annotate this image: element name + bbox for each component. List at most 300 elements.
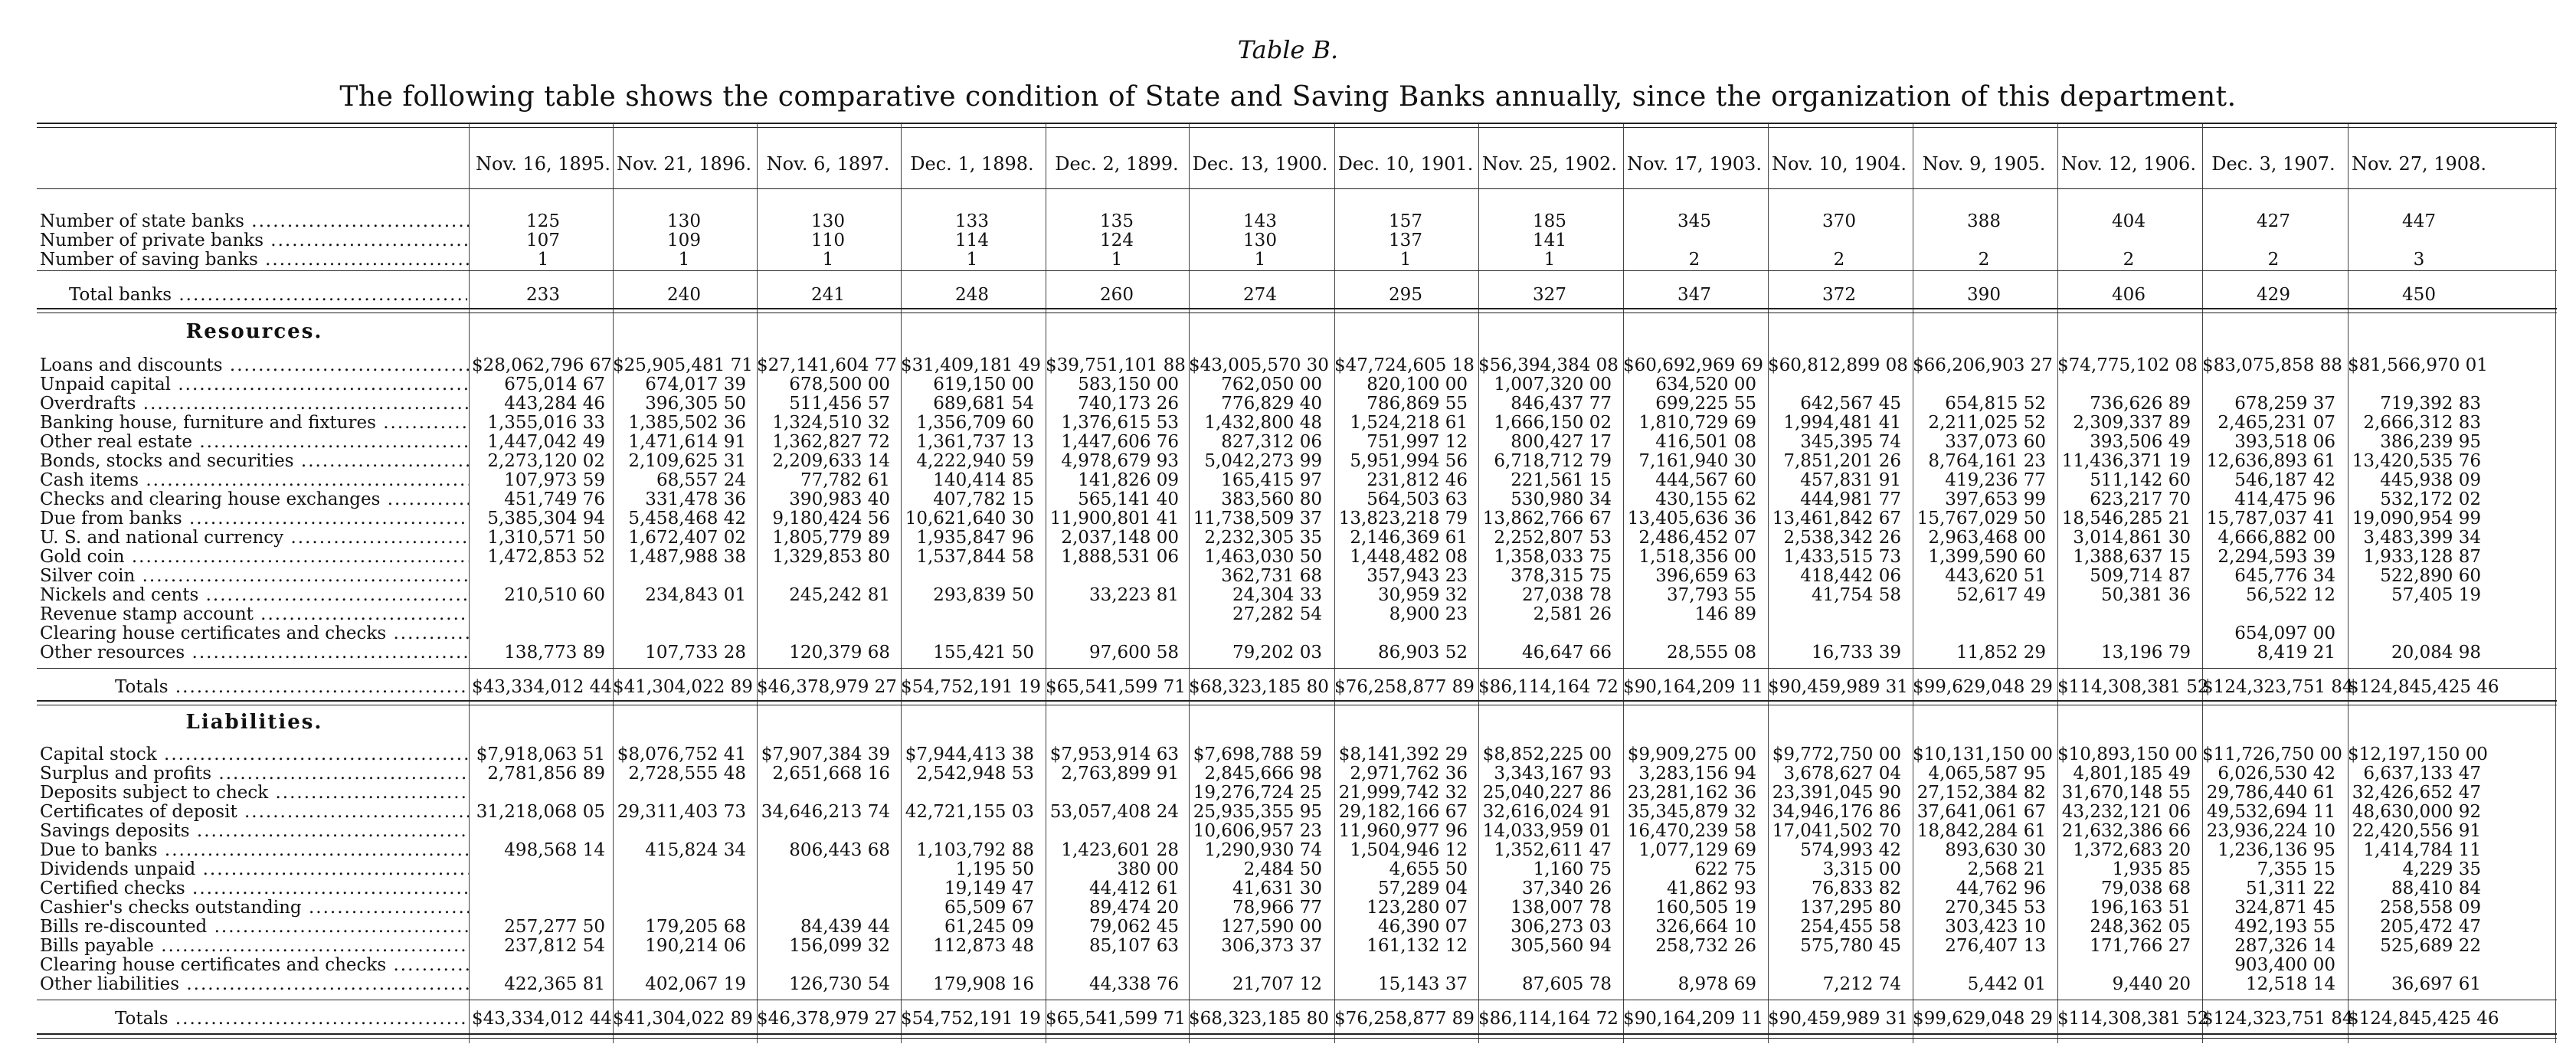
total-banks-value: 372	[1822, 285, 1856, 305]
liability-value: 2,484 50	[1243, 859, 1322, 879]
count-value: 370	[1822, 211, 1856, 231]
table-rule	[37, 270, 2557, 271]
liability-value: 137,295 80	[1800, 898, 1901, 918]
resource-value: 751,997 12	[1367, 432, 1468, 452]
column-header-date: Nov. 17, 1903.	[1627, 153, 1762, 175]
liability-value: 138,007 78	[1511, 898, 1612, 918]
resource-value: 2,037,148 00	[1061, 528, 1179, 548]
liability-value: 25,040,227 86	[1482, 783, 1612, 803]
resource-value: 155,421 50	[933, 643, 1034, 663]
count-value: 157	[1389, 211, 1422, 231]
liability-value: 23,281,162 36	[1627, 783, 1756, 803]
resource-value: 1,935,847 96	[916, 528, 1034, 548]
total-banks-value: 347	[1678, 285, 1711, 305]
resource-value: 1,518,356 00	[1638, 547, 1756, 567]
liability-value: $8,076,752 41	[617, 744, 746, 764]
count-value: 130	[811, 211, 845, 231]
resource-value: 16,733 39	[1811, 643, 1901, 663]
resource-value: 451,749 76	[504, 489, 605, 509]
liability-value: 7,212 74	[1822, 974, 1901, 994]
resource-value: 11,852 29	[1956, 643, 2046, 663]
liability-value: $8,852,225 00	[1482, 744, 1612, 764]
liability-value: 3,343,167 93	[1494, 764, 1612, 784]
resource-row-label: Silver coin .....	[40, 566, 469, 586]
resource-value: 443,620 51	[1945, 566, 2046, 586]
resource-value: 11,436,371 19	[2061, 451, 2191, 471]
resource-value: 1,358,033 75	[1494, 547, 1612, 567]
resource-row-label: Due from banks .....	[40, 509, 469, 528]
liability-row-label: Other liabilities .....	[40, 974, 469, 994]
liability-value: 78,966 77	[1232, 898, 1322, 918]
resource-row-label: Nickels and cents .....	[40, 585, 469, 605]
resource-value: 645,776 34	[2234, 566, 2335, 586]
liability-value: 21,632,386 66	[2061, 821, 2191, 841]
resource-row-label: Other real estate .....	[40, 432, 469, 452]
column-header-date: Dec. 2, 1899.	[1055, 153, 1179, 175]
liability-value: 258,558 09	[2380, 898, 2481, 918]
total-banks-value: 450	[2402, 285, 2436, 305]
liability-value: 53,057,408 24	[1049, 802, 1179, 822]
resource-value: 393,506 49	[2090, 432, 2191, 452]
liability-value: 41,862 93	[1666, 879, 1756, 898]
liability-value: 276,407 13	[1945, 936, 2046, 956]
count-value: 447	[2402, 211, 2436, 231]
liability-value: 29,311,403 73	[617, 802, 746, 822]
count-value: 185	[1533, 211, 1566, 231]
liability-value: 44,338 76	[1088, 974, 1179, 994]
resource-value: 393,518 06	[2234, 432, 2335, 452]
column-header-date: Nov. 25, 1902.	[1482, 153, 1617, 175]
liability-value: 21,707 12	[1232, 974, 1322, 994]
liability-value: 61,245 09	[944, 917, 1034, 937]
resource-value: $31,409,181 49	[901, 355, 1041, 375]
resource-value: 13,405,636 36	[1627, 509, 1756, 528]
liability-value: 258,732 26	[1655, 936, 1756, 956]
count-value: 124	[1100, 231, 1134, 250]
resource-value: 619,150 00	[933, 375, 1034, 394]
liability-value: 1,236,136 95	[2218, 840, 2335, 860]
resource-value: 345,395 74	[1800, 432, 1901, 452]
resource-row-label: Loans and discounts .....	[40, 355, 469, 375]
liability-value: 1,195 50	[955, 859, 1034, 879]
resource-value: 7,851,201 26	[1783, 451, 1901, 471]
total-banks-value: 327	[1533, 285, 1566, 305]
liability-value: 4,801,185 49	[2073, 764, 2191, 784]
liability-value: 29,182,166 67	[1338, 802, 1468, 822]
total-banks-value: 406	[2112, 285, 2146, 305]
column-header-date: Dec. 3, 1907.	[2211, 153, 2335, 175]
count-value: 3	[2413, 250, 2425, 270]
resource-value: 2,538,342 26	[1783, 528, 1901, 548]
resource-value: 1,487,988 38	[628, 547, 746, 567]
liability-value: 127,590 00	[1221, 917, 1322, 937]
resource-value: 4,666,882 00	[2218, 528, 2335, 548]
liability-value: 2,568 21	[1967, 859, 2046, 879]
resource-value: 138,773 89	[504, 643, 605, 663]
liability-value: 19,149 47	[944, 879, 1034, 898]
resource-value: 457,831 91	[1800, 470, 1901, 490]
resource-value: 1,376,615 53	[1061, 413, 1179, 433]
column-header-date: Nov. 9, 1905.	[1922, 153, 2046, 175]
resources-total-value: $41,304,022 89	[613, 677, 753, 697]
resource-value: 52,617 49	[1956, 585, 2046, 605]
liability-value: 37,340 26	[1521, 879, 1612, 898]
liability-row-label: Dividends unpaid .....	[40, 859, 469, 879]
resource-value: 293,839 50	[933, 585, 1034, 605]
resource-value: 362,731 68	[1221, 566, 1322, 586]
resource-value: 546,187 42	[2234, 470, 2335, 490]
row-label: Number of saving banks .....	[40, 250, 469, 270]
liability-value: 205,472 47	[2380, 917, 2481, 937]
resource-value: 13,862,766 67	[1482, 509, 1612, 528]
liabilities-total-value: $86,114,164 72	[1478, 1009, 1619, 1029]
total-banks-value: 429	[2257, 285, 2290, 305]
resource-value: 8,900 23	[1389, 604, 1468, 624]
resource-value: 1,433,515 73	[1783, 547, 1901, 567]
resource-value: 20,084 98	[2391, 643, 2481, 663]
resource-value: $28,062,796 67	[472, 355, 612, 375]
resource-value: 46,647 66	[1521, 643, 1612, 663]
resource-value: 416,501 08	[1655, 432, 1756, 452]
liability-value: 27,152,384 82	[1916, 783, 2046, 803]
resource-value: 2,963,468 00	[1928, 528, 2046, 548]
resources-total-value: $54,752,191 19	[901, 677, 1041, 697]
liabilities-total-value: $124,323,751 84	[2202, 1009, 2354, 1029]
liability-value: 2,763,899 91	[1061, 764, 1179, 784]
liability-value: 305,560 94	[1511, 936, 1612, 956]
table-rule	[37, 127, 2557, 128]
liability-value: 492,193 55	[2234, 917, 2335, 937]
resource-value: 15,787,037 41	[2206, 509, 2335, 528]
resource-value: 418,442 06	[1800, 566, 1901, 586]
liability-value: 31,218,068 05	[476, 802, 605, 822]
liability-value: 37,641,061 67	[1916, 802, 2046, 822]
liability-value: 6,637,133 47	[2363, 764, 2481, 784]
liability-value: 35,345,879 32	[1627, 802, 1756, 822]
resource-value: 5,458,468 42	[628, 509, 746, 528]
liability-value: 806,443 68	[789, 840, 890, 860]
resource-value: 2,252,807 53	[1494, 528, 1612, 548]
liability-value: 42,721,155 03	[905, 802, 1034, 822]
liability-value: 44,412 61	[1088, 879, 1179, 898]
liability-value: 2,542,948 53	[916, 764, 1034, 784]
liability-value: 498,568 14	[504, 840, 605, 860]
total-banks-value: 274	[1243, 285, 1277, 305]
count-value: 427	[2257, 211, 2290, 231]
liability-value: 44,762 96	[1956, 879, 2046, 898]
resource-value: 13,196 79	[2100, 643, 2191, 663]
resource-value: 221,561 15	[1511, 470, 1612, 490]
count-value: 133	[955, 211, 989, 231]
resource-value: 97,600 58	[1088, 643, 1179, 663]
resource-row-label: Overdrafts .....	[40, 394, 469, 414]
resource-row-label: Clearing house certificates and checks .....	[40, 623, 469, 643]
liability-row-label: Capital stock .....	[40, 744, 469, 764]
resource-value: $81,566,970 01	[2348, 355, 2488, 375]
resource-value: 378,315 75	[1511, 566, 1612, 586]
liability-value: 2,971,762 36	[1350, 764, 1468, 784]
liability-value: 123,280 07	[1367, 898, 1468, 918]
liability-value: $7,918,063 51	[476, 744, 605, 764]
liability-value: 49,532,694 11	[2206, 802, 2335, 822]
total-banks-value: 240	[667, 285, 701, 305]
row-label: Total banks .....	[69, 285, 467, 305]
resource-value: 357,943 23	[1367, 566, 1468, 586]
resource-value: $47,724,605 18	[1334, 355, 1475, 375]
liability-value: 1,372,683 20	[2073, 840, 2191, 860]
resource-value: 15,767,029 50	[1916, 509, 2046, 528]
count-value: 1	[1543, 250, 1556, 270]
liability-value: 14,033,959 01	[1482, 821, 1612, 841]
resource-row-label: Other resources .....	[40, 643, 469, 663]
count-value: 2	[2123, 250, 2135, 270]
resource-row-label: Bonds, stocks and securities .....	[40, 451, 469, 471]
liability-value: 57,289 04	[1377, 879, 1468, 898]
count-value: 107	[526, 231, 560, 250]
resource-value: 5,042,273 99	[1204, 451, 1322, 471]
column-divider	[469, 124, 470, 1043]
resource-value: 141,826 09	[1078, 470, 1179, 490]
liability-value: 46,390 07	[1377, 917, 1468, 937]
liability-value: 17,041,502 70	[1772, 821, 1901, 841]
liability-value: 126,730 54	[789, 974, 890, 994]
count-value: 1	[822, 250, 834, 270]
resource-value: 107,973 59	[504, 470, 605, 490]
totals-label: Totals .....	[115, 677, 467, 697]
resource-value: 443,284 46	[504, 394, 605, 414]
resource-value: 675,014 67	[504, 375, 605, 394]
resource-value: $27,141,604 77	[757, 355, 897, 375]
liability-value: 270,345 53	[1945, 898, 2046, 918]
resource-value: 4,978,679 93	[1061, 451, 1179, 471]
count-value: 137	[1389, 231, 1422, 250]
liability-value: 76,833 82	[1811, 879, 1901, 898]
resources-total-value: $114,308,381 52	[2057, 677, 2209, 697]
liability-value: 1,423,601 28	[1061, 840, 1179, 860]
resource-value: $25,905,481 71	[613, 355, 753, 375]
resource-value: 444,981 77	[1800, 489, 1901, 509]
resource-value: 3,483,399 34	[2363, 528, 2481, 548]
liability-value: 2,845,666 98	[1204, 764, 1322, 784]
resources-total-value: $124,323,751 84	[2202, 677, 2354, 697]
liability-value: 1,103,792 88	[916, 840, 1034, 860]
liability-value: 8,978 69	[1678, 974, 1756, 994]
resource-value: 165,415 97	[1221, 470, 1322, 490]
row-label: Number of state banks .....	[40, 211, 469, 231]
resource-value: 86,903 52	[1377, 643, 1468, 663]
liability-value: 287,326 14	[2234, 936, 2335, 956]
count-value: 143	[1243, 211, 1277, 231]
resource-value: 407,782 15	[933, 489, 1034, 509]
resource-value: 18,546,285 21	[2061, 509, 2191, 528]
resource-value: 719,392 83	[2380, 394, 2481, 414]
resource-value: 1,388,637 15	[2073, 547, 2191, 567]
resources-total-value: $65,541,599 71	[1046, 677, 1186, 697]
liabilities-total-value: $41,304,022 89	[613, 1009, 753, 1029]
column-header-date: Nov. 10, 1904.	[1772, 153, 1907, 175]
liability-value: 1,935 85	[2112, 859, 2191, 879]
count-value: 130	[667, 211, 701, 231]
resource-value: 383,560 80	[1221, 489, 1322, 509]
liability-value: $10,131,150 00	[1913, 744, 2053, 764]
count-value: 2	[1978, 250, 1990, 270]
liability-value: $7,953,914 63	[1049, 744, 1179, 764]
resource-value: 12,636,893 61	[2206, 451, 2335, 471]
resource-value: 27,282 54	[1232, 604, 1322, 624]
resources-heading: Resources.	[185, 320, 323, 343]
liability-value: 5,442 01	[1967, 974, 2046, 994]
resource-value: 396,659 63	[1655, 566, 1756, 586]
resource-row-label: Gold coin .....	[40, 547, 469, 567]
liability-value: $10,893,150 00	[2057, 744, 2198, 764]
resource-value: $43,005,570 30	[1189, 355, 1329, 375]
liability-value: 254,455 58	[1800, 917, 1901, 937]
resource-value: 699,225 55	[1655, 394, 1756, 414]
resource-value: $60,692,969 69	[1623, 355, 1763, 375]
resource-value: $39,751,101 88	[1046, 355, 1186, 375]
liability-value: 87,605 78	[1521, 974, 1612, 994]
liability-value: 22,420,556 91	[2352, 821, 2481, 841]
table-rule	[37, 668, 2557, 669]
resource-row-label: Cash items .....	[40, 470, 469, 490]
resource-value: 419,236 77	[1945, 470, 2046, 490]
liability-value: 903,400 00	[2234, 955, 2335, 975]
liability-row-label: Certified checks .....	[40, 879, 469, 898]
resource-value: 1,324,510 32	[772, 413, 890, 433]
resource-value: 846,437 77	[1511, 394, 1612, 414]
resource-value: 565,141 40	[1078, 489, 1179, 509]
column-header-date: Nov. 21, 1896.	[617, 153, 751, 175]
resource-value: 678,259 37	[2234, 394, 2335, 414]
liability-value: 575,780 45	[1800, 936, 1901, 956]
count-value: 1	[966, 250, 978, 270]
count-value: 125	[526, 211, 560, 231]
resource-value: 1,329,853 80	[772, 547, 890, 567]
liabilities-total-value: $124,845,425 46	[2348, 1009, 2499, 1029]
resource-value: 1,810,729 69	[1638, 413, 1756, 433]
resource-value: 9,180,424 56	[772, 509, 890, 528]
resource-value: 820,100 00	[1367, 375, 1468, 394]
resource-value: 1,432,800 48	[1204, 413, 1322, 433]
liability-value: 31,670,148 55	[2061, 783, 2191, 803]
resource-value: 4,222,940 59	[916, 451, 1034, 471]
resource-value: 1,361,737 13	[916, 432, 1034, 452]
table-rule	[37, 1033, 2557, 1035]
liability-value: 11,960,977 96	[1338, 821, 1468, 841]
resource-value: 6,718,712 79	[1494, 451, 1612, 471]
column-header-date: Dec. 10, 1901.	[1337, 153, 1474, 175]
resource-value: 10,621,640 30	[905, 509, 1034, 528]
liability-value: 36,697 61	[2391, 974, 2481, 994]
resource-value: 231,812 46	[1367, 470, 1468, 490]
resource-value: 11,900,801 41	[1049, 509, 1179, 528]
liability-value: 79,038 68	[2100, 879, 2191, 898]
liabilities-total-value: $114,308,381 52	[2057, 1009, 2209, 1029]
resource-value: 1,537,844 58	[916, 547, 1034, 567]
resource-value: 444,567 60	[1655, 470, 1756, 490]
resource-value: 827,312 06	[1221, 432, 1322, 452]
liability-value: 10,606,957 23	[1193, 821, 1322, 841]
liability-value: 19,276,724 25	[1193, 783, 1322, 803]
liabilities-total-value: $65,541,599 71	[1046, 1009, 1186, 1029]
total-banks-value: 248	[955, 285, 989, 305]
resource-value: 1,472,853 52	[487, 547, 605, 567]
liability-value: 171,766 27	[2090, 936, 2191, 956]
resources-total-value: $76,258,877 89	[1334, 677, 1475, 697]
resource-value: 1,471,614 91	[628, 432, 746, 452]
count-value: 141	[1533, 231, 1566, 250]
resource-value: 2,294,593 39	[2218, 547, 2335, 567]
resource-value: 1,310,571 50	[487, 528, 605, 548]
resource-value: 509,714 87	[2090, 566, 2191, 586]
count-value: 1	[678, 250, 690, 270]
resource-value: 30,959 32	[1377, 585, 1468, 605]
resource-value: 13,461,842 67	[1772, 509, 1901, 528]
liability-value: 196,163 51	[2090, 898, 2191, 918]
liability-value: 1,504,946 12	[1350, 840, 1468, 860]
liability-value: 48,630,000 92	[2352, 802, 2481, 822]
liabilities-total-value: $90,164,209 11	[1623, 1009, 1763, 1029]
resource-value: 1,362,827 72	[772, 432, 890, 452]
liability-value: 160,505 19	[1655, 898, 1756, 918]
resource-value: 11,738,509 37	[1193, 509, 1322, 528]
column-divider	[2555, 124, 2556, 1043]
resource-value: 1,399,590 60	[1928, 547, 2046, 567]
resource-value: 331,478 36	[645, 489, 746, 509]
resource-value: 1,666,150 02	[1494, 413, 1612, 433]
liability-value: 84,439 44	[800, 917, 890, 937]
column-header-date: Nov. 12, 1906.	[2061, 153, 2196, 175]
resource-value: 1,933,128 87	[2363, 547, 2481, 567]
count-value: 2	[1833, 250, 1845, 270]
resource-value: 522,890 60	[2380, 566, 2481, 586]
resources-total-value: $86,114,164 72	[1478, 677, 1619, 697]
count-value: 2	[2267, 250, 2280, 270]
liability-value: 415,824 34	[645, 840, 746, 860]
table-rule	[37, 308, 2557, 309]
resource-value: 33,223 81	[1088, 585, 1179, 605]
liability-value: 2,781,856 89	[487, 764, 605, 784]
liability-value: 3,678,627 04	[1783, 764, 1901, 784]
liabilities-total-value: $99,629,048 29	[1913, 1009, 2053, 1029]
resource-value: 532,172 02	[2380, 489, 2481, 509]
column-header-date: Dec. 13, 1900.	[1192, 153, 1328, 175]
liability-value: 85,107 63	[1088, 936, 1179, 956]
liability-value: 6,026,530 42	[2218, 764, 2335, 784]
count-value: 135	[1100, 211, 1134, 231]
liability-value: 237,812 54	[504, 936, 605, 956]
liability-value: 324,871 45	[2234, 898, 2335, 918]
liability-value: 88,410 84	[2391, 879, 2481, 898]
count-value: 109	[667, 231, 701, 250]
resource-value: 1,448,482 08	[1350, 547, 1468, 567]
liability-value: 4,655 50	[1389, 859, 1468, 879]
resource-value: 1,524,218 61	[1350, 413, 1468, 433]
liability-value: 1,077,129 69	[1638, 840, 1756, 860]
count-value: 404	[2112, 211, 2146, 231]
count-value: 1	[1399, 250, 1412, 270]
liabilities-total-value: $76,258,877 89	[1334, 1009, 1475, 1029]
liability-value: 18,842,284 61	[1916, 821, 2046, 841]
liability-value: 32,616,024 91	[1482, 802, 1612, 822]
liability-value: 303,423 10	[1945, 917, 2046, 937]
liability-value: 112,873 48	[933, 936, 1034, 956]
resource-value: 623,217 70	[2090, 489, 2191, 509]
resources-total-value: $46,378,979 27	[757, 677, 897, 697]
resource-value: 5,385,304 94	[487, 509, 605, 528]
resources-total-value: $99,629,048 29	[1913, 677, 2053, 697]
liability-value: 89,474 20	[1088, 898, 1179, 918]
